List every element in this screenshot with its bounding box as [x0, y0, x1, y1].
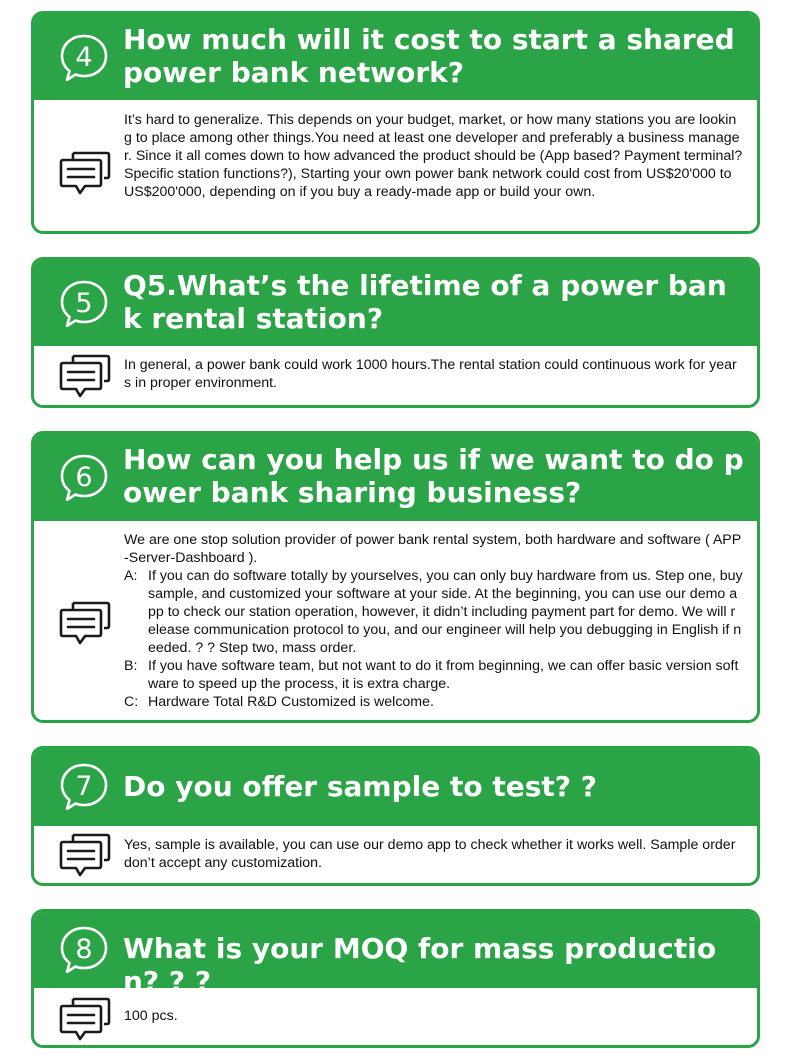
faq-question: How can you help us if we want to do power bank sharing business? [123, 443, 744, 509]
faq-card-8 [31, 909, 760, 1048]
faq-question-header [34, 14, 757, 100]
speech-bubble-number-icon [59, 453, 109, 501]
faq-question-header [34, 749, 757, 826]
chat-bubbles-icon [59, 996, 111, 1042]
answer-list-item [124, 657, 743, 693]
list-marker: B: [124, 658, 138, 674]
faq-answer-section [34, 346, 757, 405]
faq-answer-section [34, 826, 757, 883]
speech-bubble-number-icon [59, 762, 109, 810]
answer-list-item [124, 567, 743, 657]
faq-card-4 [31, 11, 760, 234]
faq-question-header [34, 912, 757, 998]
faq-card-5 [31, 257, 760, 408]
faq-question-header [34, 260, 757, 346]
faq-number: 5 [75, 288, 93, 319]
faq-answer-section [34, 988, 757, 1045]
list-marker: A: [124, 568, 138, 584]
faq-answer: In general, a power bank could work 1000 hours.The rental station could continuous work for years in proper environment. [124, 357, 737, 391]
faq-answer: 100 pcs. [124, 1008, 178, 1024]
list-text: If you have software team, but not want to do it from beginning, we can offer basic version software to speed up the process, it is extra charge. [148, 658, 739, 692]
faq-answer: Yes, sample is available, you can use our demo app to check whether it works well. Sample order don’t accept any customization. [124, 837, 736, 871]
chat-bubbles-icon [59, 150, 111, 196]
faq-question: Do you offer sample to test? ? [123, 770, 598, 803]
faq-answer: We are one stop solution provider of power bank rental system, both hardware and software ( APP-Server-Dashboard ). [124, 532, 742, 566]
faq-card-7 [31, 746, 760, 886]
faq-answer: It’s hard to generalize. This depends on your budget, market, or how many stations you are looking to place among other things.You need at least one developer and preferably a business manager. Since it all comes down to how advanced the product should be (App based? Payment terminal? Specific station functions?), Starting your own power bank network could cost from US$20'000 to US$200'000, depending on if you buy a ready-made app or build your own. [124, 112, 743, 200]
faq-answer-block [124, 531, 743, 711]
faq-question: How much will it cost to start a shared power bank network? [123, 23, 735, 89]
list-text: Hardware Total R&D Customized is welcome. [148, 694, 434, 710]
list-marker: C: [124, 694, 139, 710]
faq-number: 7 [75, 771, 93, 802]
chat-bubbles-icon [59, 600, 111, 646]
chat-bubbles-icon [59, 832, 111, 878]
chat-bubbles-icon [59, 353, 111, 399]
faq-question: What is your MOQ for mass production? ? ? [123, 932, 717, 998]
faq-number: 8 [75, 934, 93, 965]
faq-card-6 [31, 431, 760, 723]
speech-bubble-number-icon [59, 925, 109, 973]
speech-bubble-number-icon [59, 33, 109, 81]
faq-question-header [34, 434, 757, 521]
speech-bubble-number-icon [59, 279, 109, 327]
faq-number: 4 [75, 42, 93, 73]
list-text: If you can do software totally by yourselves, you can only buy hardware from us. Step one, buy sample, and customized your software at your side. At the beginning, you can use our demo app to check our station operation, however, it didn’t including payment part for demo. We will release communication protocol to you, and our engineer will help you debugging in English if needed. ? ? Step two, mass order. [148, 568, 743, 656]
faq-number: 6 [75, 462, 93, 493]
faq-question: Q5.What’s the lifetime of a power bank rental station? [123, 269, 727, 335]
faq-answer-section [34, 100, 757, 231]
answer-list-item [124, 693, 743, 711]
faq-answer-section [34, 521, 757, 720]
